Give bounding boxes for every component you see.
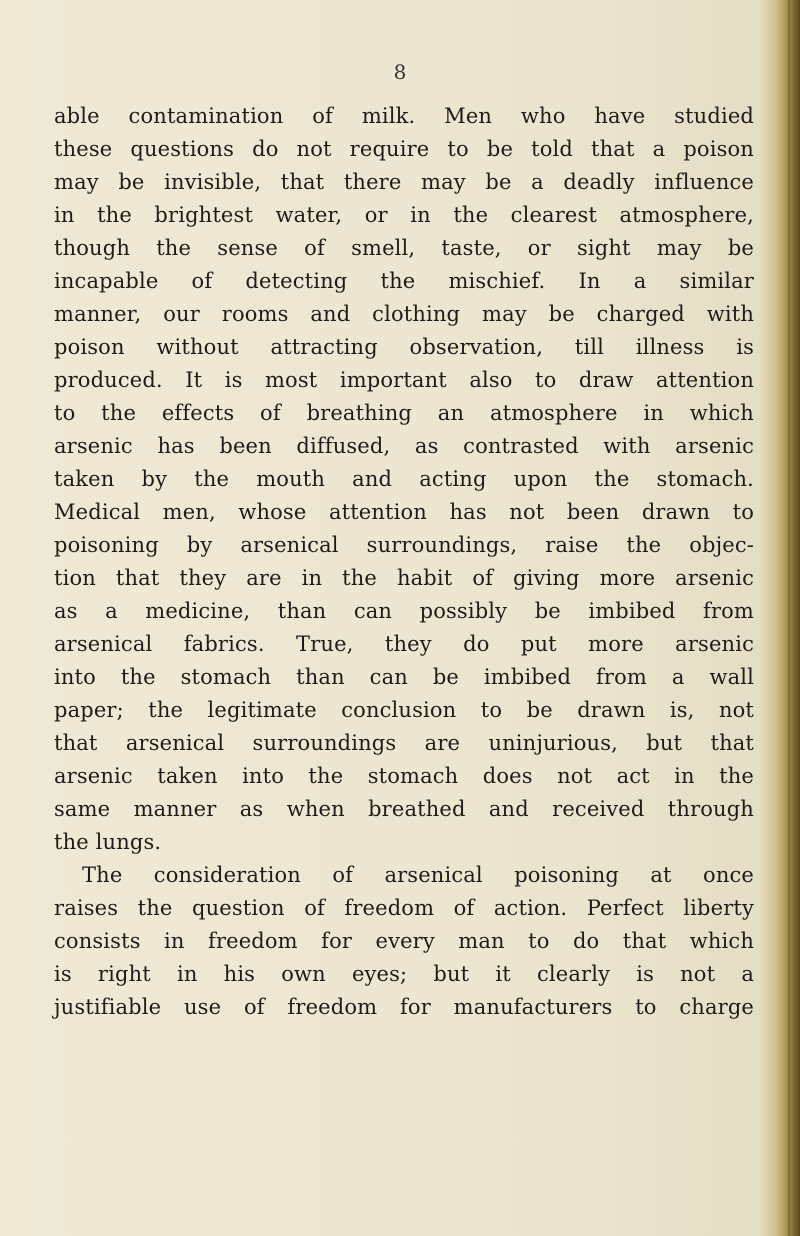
paragraph-start-line: The consideration of arsenical poisoning at once — [82, 863, 754, 887]
paragraph-end-line: the lungs. — [54, 830, 162, 854]
text-line: arsenical fabrics. True, they do put more arsenic — [54, 632, 754, 656]
text-line: same manner as when breathed and received through — [54, 797, 754, 821]
text-line: into the stomach than can be imbibed from a wall — [54, 665, 754, 689]
text-line: may be invisible, that there may be a deadly influence — [54, 170, 754, 194]
text-line: raises the question of freedom of action. Perfect liberty — [54, 896, 754, 920]
text-line: consists in freedom for every man to do that which — [54, 929, 754, 953]
page-edge-shadow — [758, 0, 800, 1236]
text-line: is right in his own eyes; but it clearly is not a — [54, 962, 754, 986]
text-line: taken by the mouth and acting upon the stomach. — [54, 467, 754, 491]
text-line: to the effects of breathing an atmosphere in which — [54, 401, 754, 425]
text-line: as a medicine, than can possibly be imbibed from — [54, 599, 754, 623]
page-edge-line — [788, 0, 790, 1236]
text-line: manner, our rooms and clothing may be charged with — [54, 302, 754, 326]
text-line: though the sense of smell, taste, or sight may be — [54, 236, 754, 260]
text-line: able contamination of milk. Men who have studied — [54, 104, 754, 128]
text-line: arsenic taken into the stomach does not act in the — [54, 764, 754, 788]
text-line: produced. It is most important also to draw attention — [54, 368, 754, 392]
text-line: incapable of detecting the mischief. In a similar — [54, 269, 754, 293]
text-line: poison without attracting observation, till illness is — [54, 335, 754, 359]
text-line: Medical men, whose attention has not been drawn to — [54, 500, 754, 524]
text-line: in the brightest water, or in the clearest atmosphere, — [54, 203, 754, 227]
text-line: arsenic has been diffused, as contrasted with arsenic — [54, 434, 754, 458]
body-text — [54, 100, 754, 1024]
text-line: that arsenical surroundings are uninjurious, but that — [54, 731, 754, 755]
text-line: these questions do not require to be told that a poison — [54, 137, 754, 161]
text-line: poisoning by arsenical surroundings, raise the objec- — [54, 533, 754, 557]
page-number: 8 — [393, 60, 407, 84]
text-line: justifiable use of freedom for manufacturers to charge — [54, 995, 754, 1019]
text-line: tion that they are in the habit of giving more arsenic — [54, 566, 754, 590]
text-line: paper; the legitimate conclusion to be drawn is, not — [54, 698, 754, 722]
